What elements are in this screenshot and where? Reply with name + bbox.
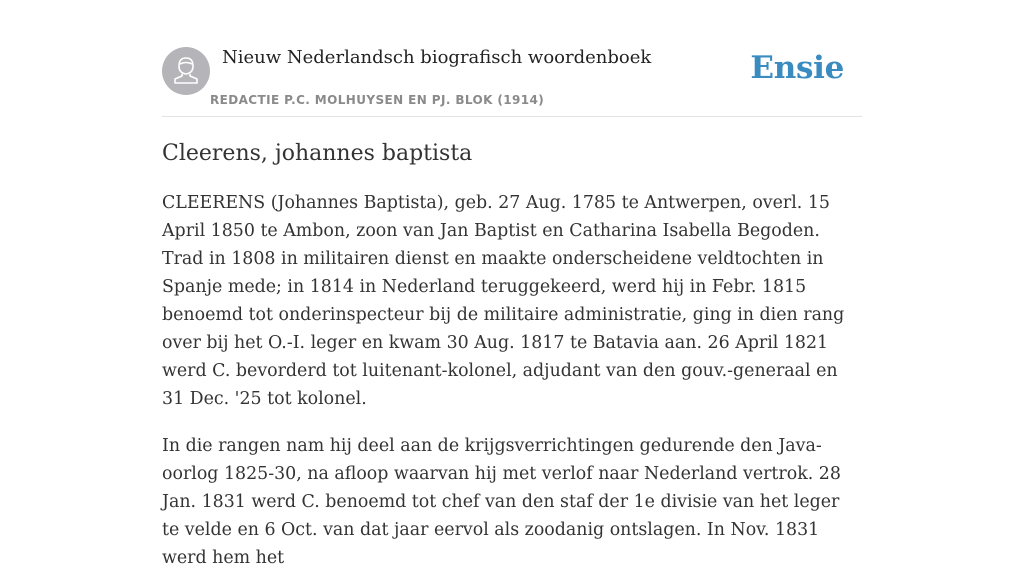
entry-paragraph: CLEERENS (Johannes Baptista), geb. 27 Aug. 1785 te Antwerpen, overl. 15 April 1850 te Ambon, zoon van Jan Baptist en Catharina Isabella Begoden. Trad in 1808 in militairen dienst en maakte onderscheidene veldtochten in Spanje mede; in 1814 in Nederland teruggekeerd, werd hij in Febr. 1815 benoemd tot onderinspecteur bij de militaire administratie, ging in dien rang over bij het O.-I. leger en kwam 30 Aug. 1817 te Batavia aan. 26 April 1821 werd C. bevorderd tot luitenant-kolonel, adjudant van den gouv.-generaal en 31 Dec. '25 tot kolonel.: [162, 193, 845, 409]
entry-title: Cleerens, johannes baptista: [162, 141, 473, 166]
page-container: [162, 0, 862, 572]
user-placeholder-icon: [162, 47, 210, 95]
book-title[interactable]: Nieuw Nederlandsch biografisch woordenboek: [222, 47, 652, 68]
book-editors: REDACTIE P.C. MOLHUYSEN EN PJ. BLOK (1914): [210, 93, 545, 107]
page-header: [162, 0, 862, 117]
entry-paragraph: In die rangen nam hij deel aan de krijgsverrichtingen gedurende den Java-oorlog 1825-30, na afloop waarvan hij met verlof naar Nederland vertrok. 28 Jan. 1831 werd C. benoemd tot chef van den staf der 1e divisie van het leger te velde en 6 Oct. van dat jaar eervol als zoodanig ontslagen. In Nov. 1831 werd hem het: [162, 436, 841, 568]
ensie-logo-link[interactable]: Ensie: [750, 50, 844, 86]
